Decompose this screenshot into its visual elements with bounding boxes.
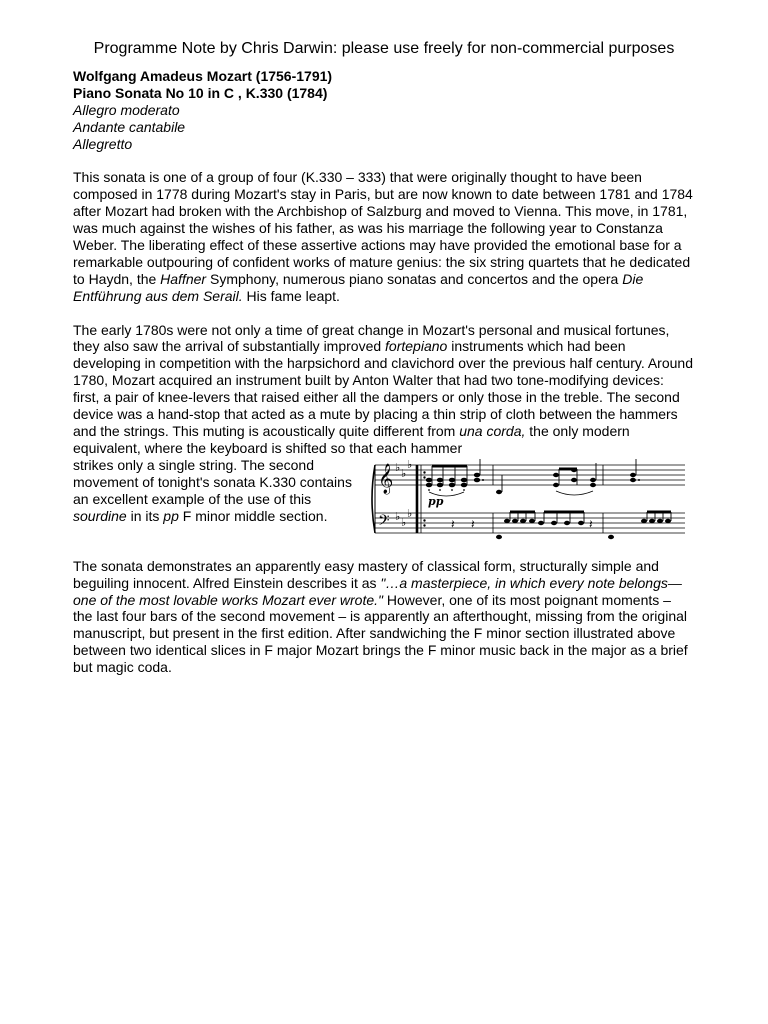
p1-haffner: Haffner <box>160 270 207 287</box>
movement-2: Andante cantabile <box>73 118 186 135</box>
paragraph-2 <box>73 322 693 457</box>
score-svg <box>371 457 687 541</box>
svg-text:𝄽: 𝄽 <box>451 516 455 531</box>
bass-staff <box>375 513 685 533</box>
p2-text-b: instruments which had been developing in competition with the harpsichord and clavichord over the previous half century. Around 1780, Mozart acquired an instrument built by Anton Walter that had two tone-modifying devices: first, a pair of knee-levers that raised either all the dampers or only those in the treble. The second device was a hand-stop that acted as a mute by placing a thin strip of cloth between the hammers and the strings. This muting is acoustically quite different from <box>73 338 693 439</box>
svg-text:♭: ♭ <box>407 457 413 471</box>
paragraph-3 <box>73 558 693 676</box>
treble-notes-measure-2 <box>496 463 596 495</box>
p2-text-a: The early 1780s were not only a time of great change in Mozart's personal and musical fortunes, they also saw the arrival of substantially improved <box>73 321 670 355</box>
p2-fortepiano: fortepiano <box>385 338 448 355</box>
bass-notes-measure-2 <box>496 512 593 539</box>
p2-sourdine: sourdine <box>73 507 127 524</box>
paragraph-2-with-score <box>73 457 693 541</box>
p2-una-corda: una corda, <box>459 423 526 439</box>
p2-text-e: in its <box>126 507 164 524</box>
p1-text-c: His fame leapt. <box>242 287 340 304</box>
programme-note <box>73 68 693 676</box>
svg-text:♭: ♭ <box>407 506 413 520</box>
p1-text-a: This sonata is one of a group of four (K.330 – 333) that were originally thought to have been composed in 1778 during Mozart's stay in Paris, but are now known to date between 1781 and 1784 after Mozart had broken with the Archbishop of Salzburg and moved to Vienna. This move, in 1781, was much against the wishes of his father, as was his marriage the following year to Constanza Weber. The liberating effect of these assertive actions may have provided the emotional base for a remarkable outpouring of confident works of mature genius: the six string quartets that he dedicated to Haydn, the <box>73 169 693 287</box>
p2-pp: pp <box>163 507 179 524</box>
paragraph-2-continued <box>73 457 365 525</box>
movement-1: Allegro moderato <box>73 101 180 118</box>
bass-clef-icon: 𝄢 <box>378 511 390 533</box>
page-header: Programme Note by Chris Darwin: please use freely for non-commercial purposes <box>93 40 675 57</box>
p2-text-f: F minor middle section. <box>178 507 328 524</box>
paragraph-1 <box>73 169 693 304</box>
treble-chords-measure-1 <box>426 459 484 496</box>
p3-text-a: The sonata demonstrates an apparently easy mastery of classical form, structurally simple and beguiling innocent. Alfred Einstein describes it as <box>73 557 659 591</box>
composer-line: Wolfgang Amadeus Mozart (1756-1791) <box>73 68 333 84</box>
svg-text:𝄽: 𝄽 <box>471 516 475 531</box>
p2-text-c: the only modern equivalent, where the keyboard is shifted so that each hammer <box>73 423 630 456</box>
p2-text-d: strikes only a single string. The second movement of tonight's sonata K.330 contains an excellent example of the use of this <box>73 456 352 507</box>
notes-measure-3 <box>608 459 671 539</box>
svg-text:♭: ♭ <box>395 460 401 474</box>
work-title: Piano Sonata No 10 in C , K.330 (1784) <box>73 84 328 101</box>
key-signature-flats-icon <box>395 458 412 529</box>
music-score-excerpt <box>371 457 687 541</box>
dynamic-pp: pp <box>428 494 444 508</box>
svg-text:♭: ♭ <box>401 515 407 529</box>
p3-quote: "…a masterpiece, in which every note belongs—one of the most lovable works Mozart ever wrote." <box>73 574 682 608</box>
svg-text:♭: ♭ <box>395 509 401 523</box>
svg-text:𝄽: 𝄽 <box>589 516 593 531</box>
svg-text:♭: ♭ <box>401 466 407 480</box>
treble-staff <box>375 465 685 485</box>
p1-text-b: Symphony, numerous piano sonatas and concertos and the opera <box>206 270 623 287</box>
bass-notes-measure-1 <box>451 517 475 531</box>
treble-clef-icon: 𝄞 <box>378 463 394 494</box>
p1-opera: Die Entführung aus dem Serail. <box>73 270 644 304</box>
p3-text-b: However, one of its most poignant moments – the last four bars of the second movement – is apparently an afterthought, missing from the original manuscript, but present in the first edition. After sandwiching the F minor section illustrated above between two identical slices in F major Mozart brings the F minor music back in the major as a brief but magic coda. <box>73 591 688 676</box>
movement-3: Allegretto <box>73 135 133 152</box>
